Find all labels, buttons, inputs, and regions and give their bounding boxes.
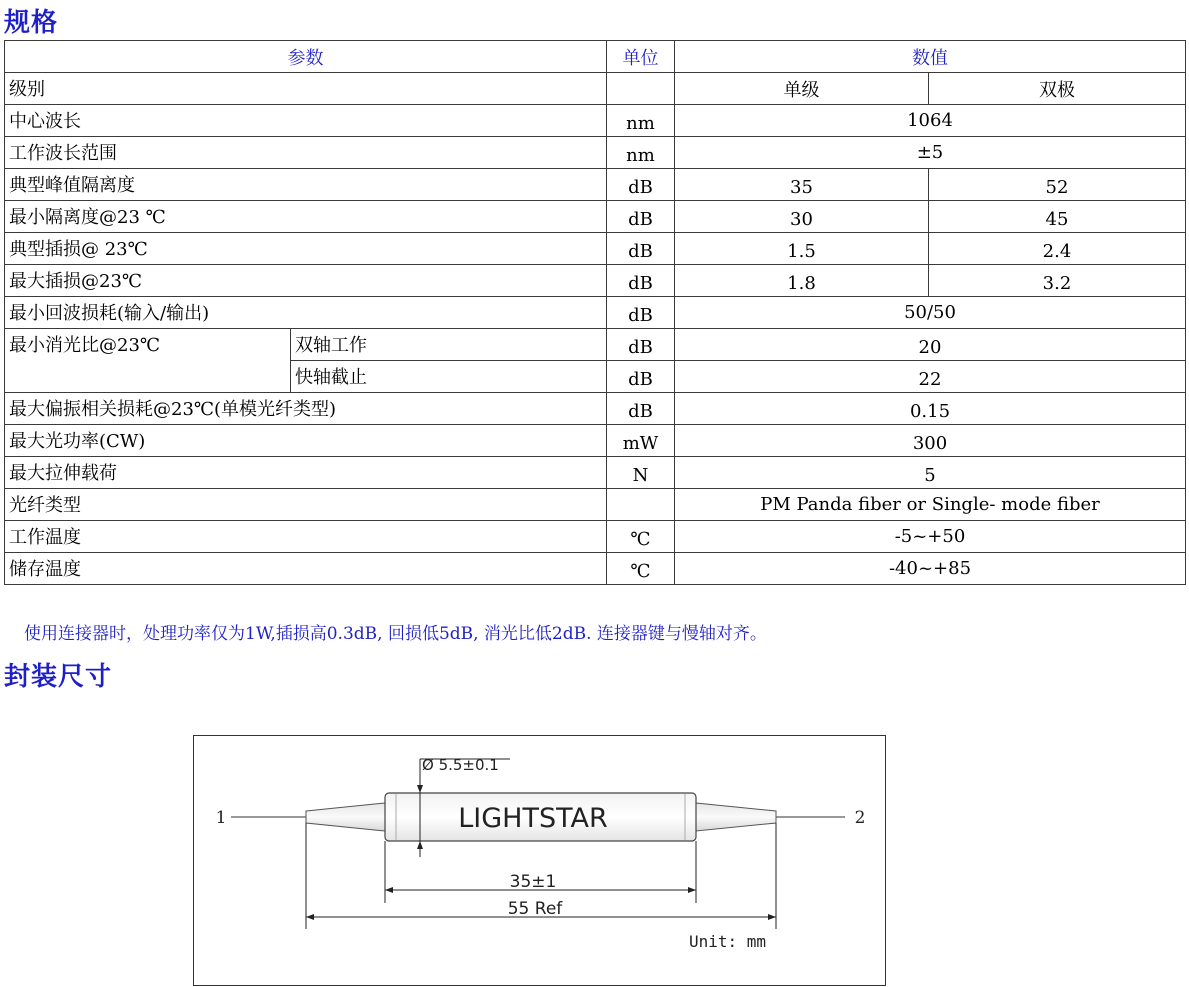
row-value: -5~+50 bbox=[675, 521, 1186, 553]
row-unit: nm bbox=[607, 137, 675, 169]
row-value: 20 bbox=[675, 329, 1186, 361]
spec-table bbox=[4, 40, 1186, 585]
row-unit: dB bbox=[607, 201, 675, 233]
table-row bbox=[5, 105, 1186, 137]
header-value: 数值 bbox=[675, 41, 1186, 73]
row-unit bbox=[607, 489, 675, 521]
table-row bbox=[5, 169, 1186, 201]
table-row bbox=[5, 425, 1186, 457]
extinction-sub-label: 双轴工作 bbox=[291, 329, 607, 361]
extinction-label: 最小消光比@23℃ bbox=[5, 329, 291, 393]
package-section-title: 封装尺寸 bbox=[4, 662, 113, 692]
body-length-label: 35±1 bbox=[509, 872, 557, 892]
row-unit: mW bbox=[607, 425, 675, 457]
row-dual-value: 45 bbox=[929, 201, 1186, 233]
row-label: 最小隔离度@23 ℃ bbox=[5, 201, 607, 233]
row-value: 50/50 bbox=[675, 297, 1186, 329]
table-row bbox=[5, 489, 1186, 521]
row-value: -40~+85 bbox=[675, 553, 1186, 585]
table-row bbox=[5, 233, 1186, 265]
header-unit: 单位 bbox=[607, 41, 675, 73]
row-unit: dB bbox=[607, 265, 675, 297]
table-row bbox=[5, 329, 1186, 361]
row-unit: dB bbox=[607, 329, 675, 361]
diameter-label: Ø 5.5±0.1 bbox=[422, 756, 499, 774]
row-value: 300 bbox=[675, 425, 1186, 457]
grade-label: 级别 bbox=[5, 73, 607, 105]
row-single-value: 1.8 bbox=[675, 265, 929, 297]
table-row bbox=[5, 393, 1186, 425]
row-unit: dB bbox=[607, 233, 675, 265]
spec-section-title: 规格 bbox=[4, 8, 59, 38]
row-value: PM Panda fiber or Single- mode fiber bbox=[675, 489, 1186, 521]
connector-note: 使用连接器时，处理功率仅为1W,插损高0.3dB, 回损低5dB, 消光比低2dB. 连接器键与慢轴对齐。 bbox=[24, 624, 767, 644]
row-value: 5 bbox=[675, 457, 1186, 489]
table-row bbox=[5, 457, 1186, 489]
row-label: 典型插损@ 23℃ bbox=[5, 233, 607, 265]
table-header-row bbox=[5, 41, 1186, 73]
row-unit: ℃ bbox=[607, 553, 675, 585]
row-label: 典型峰值隔离度 bbox=[5, 169, 607, 201]
grade-single: 单级 bbox=[675, 73, 929, 105]
unit-label: Unit: mm bbox=[689, 932, 767, 951]
row-label: 最大光功率(CW) bbox=[5, 425, 607, 457]
row-label: 最大拉伸载荷 bbox=[5, 457, 607, 489]
row-single-value: 30 bbox=[675, 201, 929, 233]
table-row bbox=[5, 137, 1186, 169]
port-label-right: 2 bbox=[854, 808, 866, 828]
row-unit: nm bbox=[607, 105, 675, 137]
extinction-sub-label: 快轴截止 bbox=[291, 361, 607, 393]
row-value: ±5 bbox=[675, 137, 1186, 169]
row-dual-value: 3.2 bbox=[929, 265, 1186, 297]
row-label: 最大插损@23℃ bbox=[5, 265, 607, 297]
row-single-value: 1.5 bbox=[675, 233, 929, 265]
row-value: 0.15 bbox=[675, 393, 1186, 425]
brand-label: LIGHTSTAR bbox=[458, 803, 608, 834]
grade-dual: 双极 bbox=[929, 73, 1186, 105]
row-unit: dB bbox=[607, 393, 675, 425]
row-label: 工作温度 bbox=[5, 521, 607, 553]
row-single-value: 35 bbox=[675, 169, 929, 201]
table-row bbox=[5, 265, 1186, 297]
row-label: 光纤类型 bbox=[5, 489, 607, 521]
row-label: 最小回波损耗(输入/输出) bbox=[5, 297, 607, 329]
drawing-frame bbox=[194, 736, 886, 986]
row-unit: N bbox=[607, 457, 675, 489]
package-drawing bbox=[193, 735, 887, 987]
port-label-left: 1 bbox=[215, 808, 227, 828]
row-label: 工作波长范围 bbox=[5, 137, 607, 169]
table-row bbox=[5, 521, 1186, 553]
row-unit: ℃ bbox=[607, 521, 675, 553]
total-length-label: 55 Ref bbox=[507, 899, 563, 919]
table-row bbox=[5, 297, 1186, 329]
table-row bbox=[5, 553, 1186, 585]
row-label: 中心波长 bbox=[5, 105, 607, 137]
row-value: 22 bbox=[675, 361, 1186, 393]
row-unit: dB bbox=[607, 361, 675, 393]
row-label: 储存温度 bbox=[5, 553, 607, 585]
grade-unit bbox=[607, 73, 675, 105]
row-unit: dB bbox=[607, 169, 675, 201]
table-row bbox=[5, 201, 1186, 233]
row-dual-value: 2.4 bbox=[929, 233, 1186, 265]
grade-row bbox=[5, 73, 1186, 105]
row-value: 1064 bbox=[675, 105, 1186, 137]
row-label: 最大偏振相关损耗@23℃(单模光纤类型) bbox=[5, 393, 607, 425]
header-param: 参数 bbox=[5, 41, 607, 73]
row-dual-value: 52 bbox=[929, 169, 1186, 201]
row-unit: dB bbox=[607, 297, 675, 329]
